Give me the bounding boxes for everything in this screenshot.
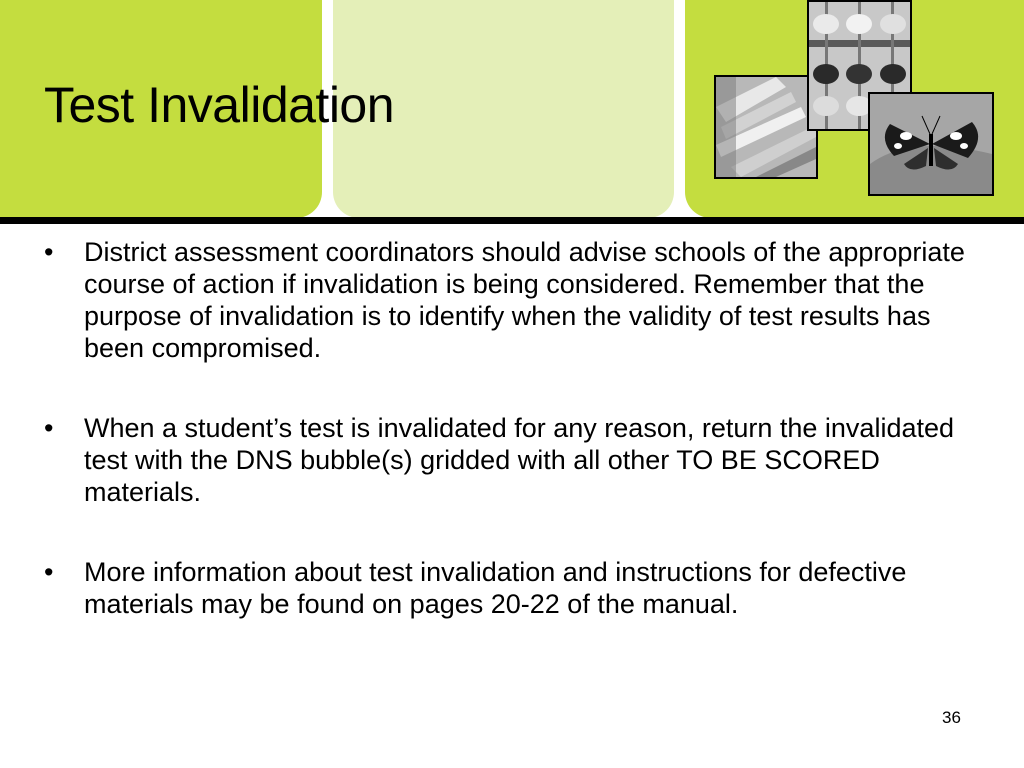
bullet-text: More information about test invalidation and instructions for defective materials may be found on pages 20-22 of the manual. [84, 557, 907, 619]
books-image [716, 77, 816, 177]
butterfly-image [870, 94, 992, 194]
bullet-mark: • [44, 557, 54, 587]
bullet-text: District assessment coordinators should advise schools of the appropriate course of action if invalidation is being considered. Remember that the purpose of invalidation is to identify when the validity of test results has been compromised. [84, 237, 965, 363]
bullet-list [44, 236, 994, 620]
butterfly-photo [868, 92, 994, 196]
bullet-item-1 [44, 236, 994, 364]
books-photo [714, 75, 818, 179]
bullet-mark: • [44, 413, 54, 443]
bullet-item-3 [44, 556, 994, 620]
page-number: 36 [942, 708, 961, 727]
bullet-item-2 [44, 412, 994, 508]
header-rule [0, 217, 1024, 224]
photo-collage [714, 0, 994, 196]
bullet-mark: • [44, 237, 54, 267]
slide-title: Test Invalidation [44, 77, 395, 133]
bullet-text: When a student’s test is invalidated for any reason, return the invalidated test with the DNS bubble(s) gridded with all other TO BE SCORED materials. [84, 413, 955, 507]
